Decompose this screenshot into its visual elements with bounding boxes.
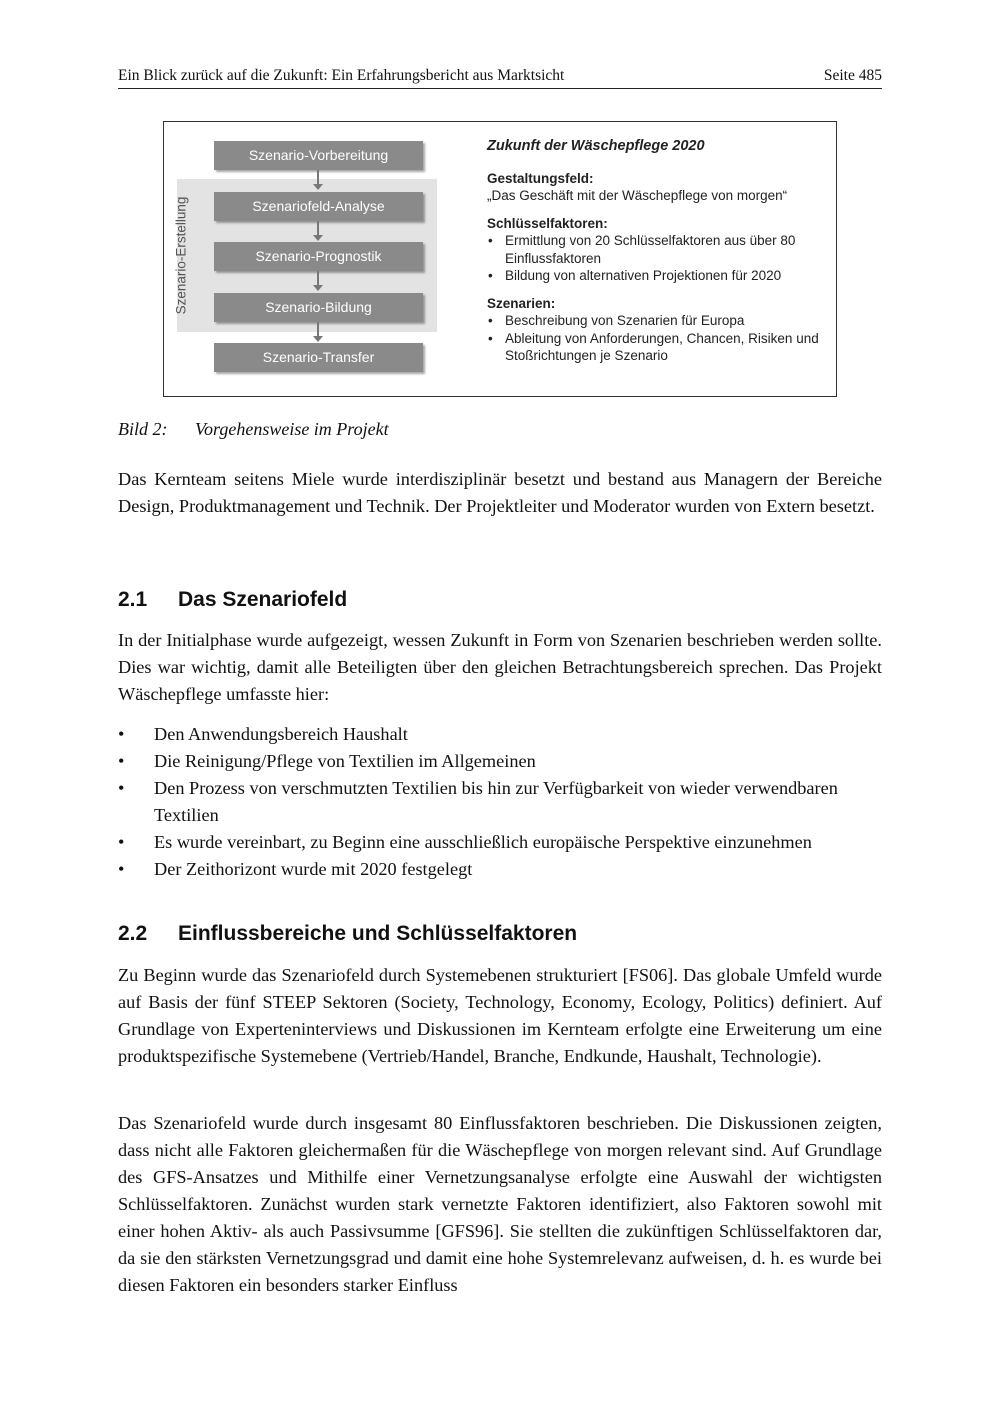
- step-box: Szenario-Prognostik: [214, 242, 423, 271]
- schluesselfaktoren-list: [487, 232, 827, 285]
- running-header: [118, 66, 882, 89]
- page-number: Seite 485: [823, 67, 882, 84]
- vertical-label-text: Szenario-Erstellung: [173, 196, 189, 315]
- section-title: Das Szenariofeld: [178, 588, 348, 611]
- list-item: • Der Zeithorizont wurde mit 2020 festgelegt: [118, 856, 882, 883]
- caption-text: Vorgehensweise im Projekt: [195, 419, 389, 439]
- step-box: Szenario-Transfer: [214, 343, 423, 372]
- figure-description: [487, 138, 827, 375]
- arrow-down-icon: [317, 170, 319, 185]
- vertical-label: [166, 179, 196, 332]
- list-item: • Es wurde vereinbart, zu Beginn eine ausschließlich europäische Perspektive einzunehmen: [118, 829, 882, 856]
- schluesselfaktoren-block: [487, 215, 827, 285]
- arrow-down-icon: [317, 221, 319, 236]
- section-heading: [118, 922, 577, 946]
- running-header-title: Ein Blick zurück auf die Zukunft: Ein Erfahrungsbericht aus Marktsicht: [118, 67, 565, 84]
- step-box: Szenario-Vorbereitung: [214, 141, 423, 170]
- section-number: 2.2: [118, 922, 148, 945]
- section-number: 2.1: [118, 588, 148, 611]
- bullet-list: [118, 721, 882, 883]
- gestaltungsfeld-heading: Gestaltungsfeld:: [487, 170, 594, 186]
- gestaltungsfeld-block: [487, 170, 827, 205]
- figure-caption: [118, 419, 389, 440]
- arrow-down-icon: [317, 271, 319, 286]
- szenarien-list: [487, 312, 827, 365]
- step-box: Szenariofeld-Analyse: [214, 192, 423, 221]
- paragraph: Zu Beginn wurde das Szenariofeld durch Systemebenen strukturiert [FS06]. Das globale Umfeld wurde auf Basis der fünf STEEP Sektoren (Society, Technology, Economy, Ecology, Politics) definiert. Auf Grundlage von Experteninterviews und Diskussionen im Kernteam erfolgte eine Erweiterung um eine produktspezifische Systemebene (Vertrieb/Handel, Branche, Endkunde, Haushalt, Technologie).: [118, 965, 882, 1066]
- figure-process: [163, 121, 837, 397]
- list-item: • Beschreibung von Szenarien für Europa: [487, 312, 827, 330]
- szenarien-heading: Szenarien:: [487, 295, 556, 311]
- paragraph: Das Kernteam seitens Miele wurde interdisziplinär besetzt und bestand aus Managern der Bereiche Design, Produktmanagement und Technik. Der Projektleiter und Moderator wurden von Extern besetzt.: [118, 469, 882, 516]
- list-item: • Ermittlung von 20 Schlüsselfaktoren aus über 80 Einflussfaktoren: [487, 232, 827, 267]
- szenarien-block: [487, 295, 827, 365]
- caption-number: Bild 2:: [118, 419, 168, 439]
- section-title: Einflussbereiche und Schlüsselfaktoren: [178, 922, 578, 945]
- section-heading: [118, 588, 347, 612]
- list-item: • Den Anwendungsbereich Haushalt: [118, 721, 882, 748]
- gestaltungsfeld-text: „Das Geschäft mit der Wäschepflege von morgen“: [487, 188, 788, 203]
- list-item: • Die Reinigung/Pflege von Textilien im Allgemeinen: [118, 748, 882, 775]
- list-item: • Ableitung von Anforderungen, Chancen, Risiken und Stoßrichtungen je Szenario: [487, 330, 827, 365]
- list-item: • Den Prozess von verschmutzten Textilien bis hin zur Verfügbarkeit von wieder verwendbaren Textilien: [118, 775, 882, 829]
- step-box: Szenario-Bildung: [214, 293, 423, 322]
- arrow-down-icon: [317, 322, 319, 337]
- figure-title: Zukunft der Wäschepflege 2020: [487, 138, 705, 154]
- list-item: • Bildung von alternativen Projektionen für 2020: [487, 267, 827, 285]
- schluesselfaktoren-heading: Schlüsselfaktoren:: [487, 215, 608, 231]
- paragraph: In der Initialphase wurde aufgezeigt, wessen Zukunft in Form von Szenarien beschrieben werden sollte. Dies war wichtig, damit alle Beteiligten über den gleichen Betrachtungsbereich sprechen. Das Projekt Wäschepflege umfasste hier:: [118, 630, 882, 704]
- paragraph: Das Szenariofeld wurde durch insgesamt 80 Einflussfaktoren beschrieben. Die Diskussionen zeigten, dass nicht alle Faktoren gleichermaßen für die Wäschepflege von morgen relevant sind. Auf Grundlage des GFS-Ansatzes und Mithilfe einer Vernetzungsanalyse erfolgte eine Auswahl der wichtigsten Schlüsselfaktoren. Zunächst wurden stark vernetzte Faktoren identifiziert, also Faktoren sowohl mit einer hohen Aktiv- als auch Passivsumme [GFS96]. Sie stellten die zukünftigen Schlüsselfaktoren dar, da sie den stärksten Vernetzungsgrad und damit eine hohe Systemrelevanz aufweisen, d. h. es wurde bei diesen Faktoren ein besonders starker Einfluss: [118, 1113, 882, 1295]
